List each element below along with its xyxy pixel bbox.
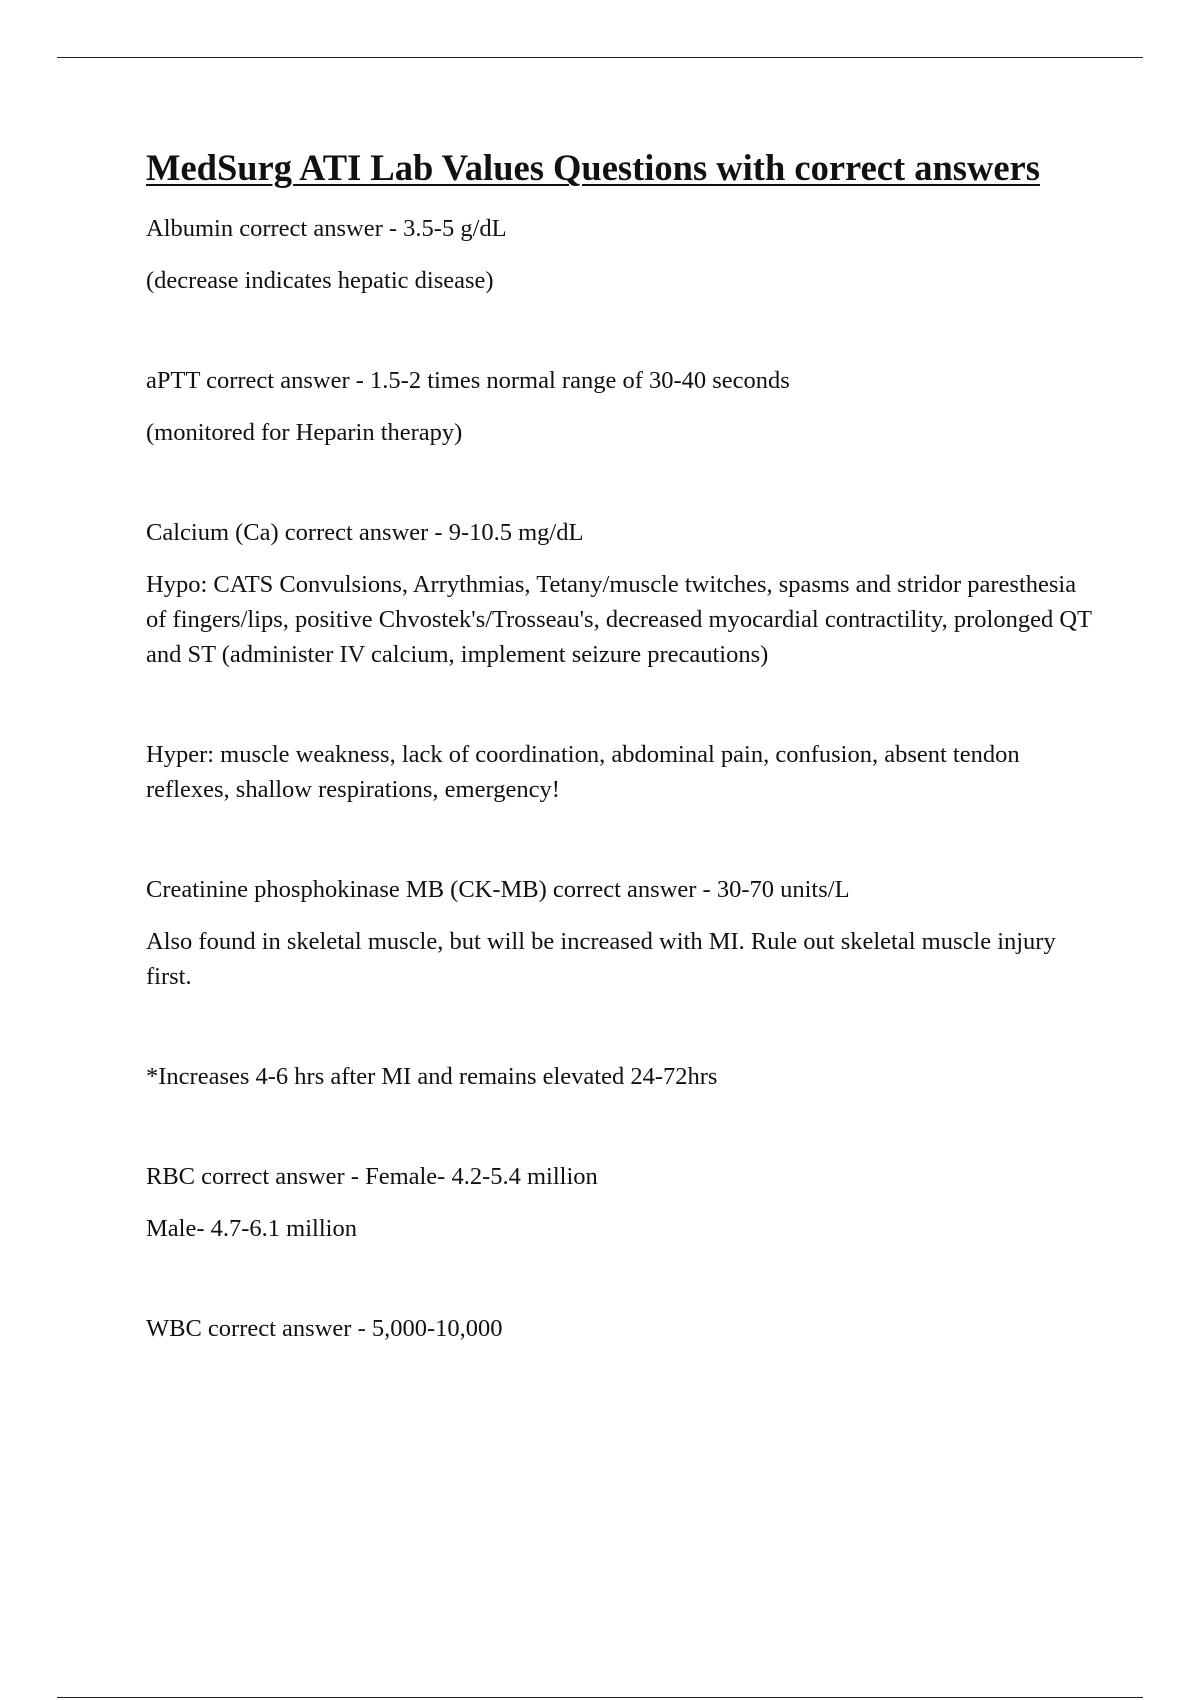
entries-list xyxy=(146,211,1096,1346)
document-title: MedSurg ATI Lab Values Questions with correct answers xyxy=(146,147,1040,188)
entry-rbc-question: RBC correct answer - Female- 4.2-5.4 million xyxy=(146,1163,598,1190)
entry-aptt-note: (monitored for Heparin therapy) xyxy=(146,419,463,446)
entry-calcium-hypo-note: Hypo: CATS Convulsions, Arrythmias, Tetany/muscle twitches, spasms and stridor paresthesia of fingers/lips, positive Chvostek's/Trosseau's, decreased myocardial contractility, prolonged QT and ST (administer IV calcium, implement seizure precautions) xyxy=(146,571,1092,668)
entry-albumin-note: (decrease indicates hepatic disease) xyxy=(146,267,494,294)
entry-ckmb-question: Creatinine phosphokinase MB (CK-MB) correct answer - 30-70 units/L xyxy=(146,876,850,903)
entry-calcium-question: Calcium (Ca) correct answer - 9-10.5 mg/dL xyxy=(146,519,584,546)
entry-wbc-question: WBC correct answer - 5,000-10,000 xyxy=(146,1315,503,1342)
entry-aptt-question: aPTT correct answer - 1.5-2 times normal range of 30-40 seconds xyxy=(146,367,790,394)
bottom-rule xyxy=(57,1697,1143,1698)
top-rule xyxy=(57,57,1143,58)
entry-rbc-note: Male- 4.7-6.1 million xyxy=(146,1215,357,1242)
entry-ckmb-note: Also found in skeletal muscle, but will be increased with MI. Rule out skeletal muscle injury first. xyxy=(146,928,1056,990)
entry-calcium-hyper-note: Hyper: muscle weakness, lack of coordination, abdominal pain, confusion, absent tendon reflexes, shallow respirations, emergency! xyxy=(146,741,1020,803)
document-body xyxy=(146,143,1096,1346)
entry-albumin-question: Albumin correct answer - 3.5-5 g/dL xyxy=(146,215,507,242)
entry-ckmb-timing-note: *Increases 4-6 hrs after MI and remains elevated 24-72hrs xyxy=(146,1063,718,1090)
